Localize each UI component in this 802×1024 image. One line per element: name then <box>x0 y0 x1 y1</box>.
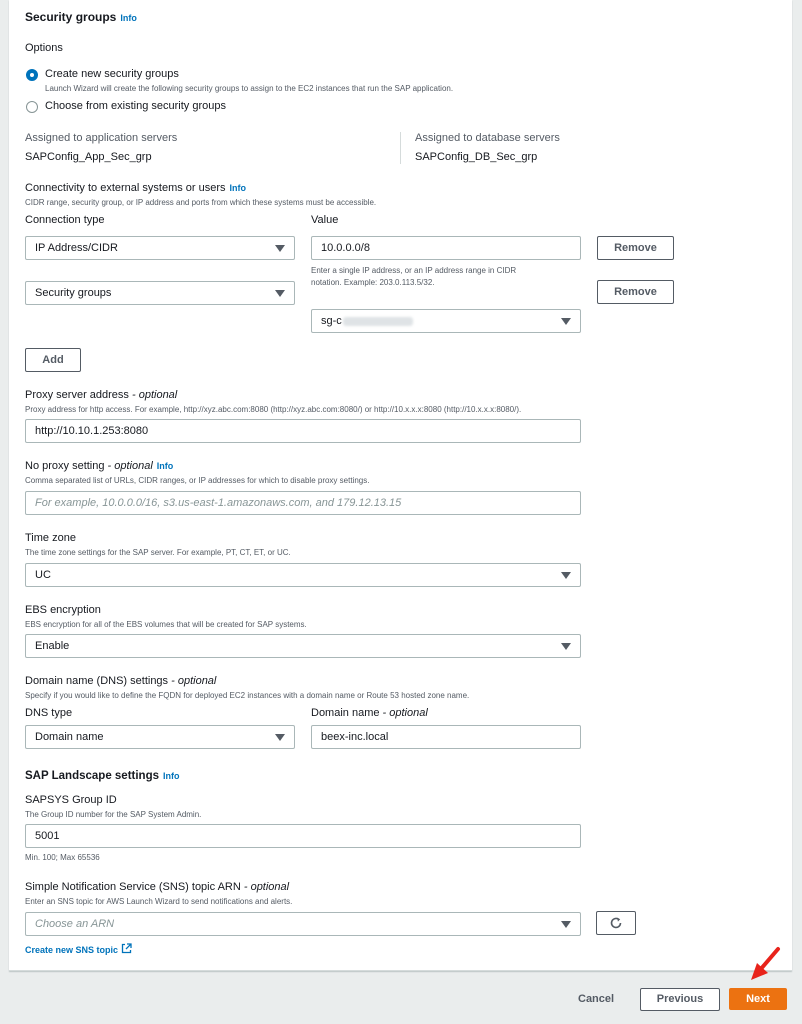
proxy-label-text: Proxy server address <box>25 389 129 401</box>
connectivity-title: Connectivity to external systems or users <box>25 182 226 194</box>
no-proxy-input[interactable]: For example, 10.0.0.0/16, s3.us-east-1.amazonaws.com, and 179.12.13.15 <box>25 491 581 515</box>
domain-name-label <box>311 707 428 719</box>
sapsys-label: SAPSYS Group ID <box>25 794 117 806</box>
security-group-id-select[interactable] <box>311 309 581 333</box>
next-button[interactable]: Next <box>729 988 787 1010</box>
ebs-encryption-value: Enable <box>35 640 70 652</box>
time-zone-label: Time zone <box>25 532 76 544</box>
existing-security-groups-label[interactable]: Choose from existing security groups <box>45 100 226 112</box>
cidr-value-input[interactable]: 10.0.0.0/8 <box>311 236 581 260</box>
proxy-label <box>25 389 177 401</box>
create-sns-topic-link[interactable] <box>25 940 132 958</box>
connection-type-select-2-value: Security groups <box>35 287 112 299</box>
no-proxy-description: Comma separated list of URLs, CIDR ranges, or IP addresses for which to disable proxy settings. <box>25 476 370 485</box>
caret-down-icon <box>561 572 571 579</box>
db-servers-label: Assigned to database servers <box>415 132 560 144</box>
no-proxy-optional-tag: - optional <box>104 460 153 472</box>
redacted-id <box>343 317 413 326</box>
security-groups-info-link[interactable]: Info <box>120 13 137 23</box>
remove-button-2[interactable]: Remove <box>597 280 674 304</box>
cancel-button[interactable]: Cancel <box>578 993 615 1005</box>
connection-type-select-1-value: IP Address/CIDR <box>35 242 118 254</box>
no-proxy-label-text: No proxy setting <box>25 460 105 472</box>
time-zone-value: UC <box>35 569 51 581</box>
sapsys-constraint: Min. 100; Max 65536 <box>25 853 100 862</box>
caret-down-icon <box>275 290 285 297</box>
cidr-hint-line2: notation. Example: 203.0.113.5/32. <box>311 278 435 287</box>
sapsys-group-id-input[interactable]: 5001 <box>25 824 581 848</box>
dns-type-label: DNS type <box>25 707 73 719</box>
value-column-label: Value <box>311 214 339 226</box>
connectivity-info-link[interactable]: Info <box>229 183 247 193</box>
proxy-optional-tag: - optional <box>128 389 178 401</box>
app-servers-value: SAPConfig_App_Sec_grp <box>25 151 152 163</box>
time-zone-description: The time zone settings for the SAP server. For example, PT, CT, ET, or UC. <box>25 548 291 557</box>
refresh-icon <box>609 916 623 930</box>
create-security-groups-description: Launch Wizard will create the following security groups to assign to the EC2 instances that run the SAP application. <box>45 84 454 93</box>
caret-down-icon <box>275 734 285 741</box>
connection-type-select-2[interactable] <box>25 281 295 305</box>
sns-optional-tag: - optional <box>240 881 290 893</box>
remove-button-1[interactable]: Remove <box>597 236 674 260</box>
landscape-heading <box>25 770 180 782</box>
add-connection-button[interactable]: Add <box>25 348 81 372</box>
app-servers-label: Assigned to application servers <box>25 132 178 144</box>
time-zone-select[interactable] <box>25 563 581 587</box>
wizard-form-panel <box>9 0 792 971</box>
connection-type-column-label: Connection type <box>25 214 105 226</box>
domain-name-label-text: Domain name <box>311 707 380 719</box>
dns-type-value: Domain name <box>35 731 104 743</box>
dns-settings-label-text: Domain name (DNS) settings <box>25 675 169 687</box>
previous-button[interactable]: Previous <box>640 988 720 1011</box>
create-security-groups-label[interactable]: Create new security groups <box>45 68 179 80</box>
security-group-id-value: sg-c <box>321 315 342 327</box>
no-proxy-label <box>25 460 173 472</box>
caret-down-icon <box>561 921 571 928</box>
sns-label <box>25 881 289 893</box>
landscape-title: SAP Landscape settings <box>25 770 159 782</box>
no-proxy-info-link[interactable]: Info <box>156 461 174 471</box>
dns-type-select[interactable] <box>25 725 295 749</box>
options-label: Options <box>25 42 63 54</box>
annotation-arrow-icon <box>748 946 782 986</box>
security-groups-heading <box>25 10 137 24</box>
column-divider <box>400 132 401 164</box>
create-sns-topic-link-text[interactable]: Create new SNS topic <box>25 945 119 955</box>
create-security-groups-radio[interactable] <box>26 69 38 81</box>
proxy-address-input[interactable]: http://10.10.1.253:8080 <box>25 419 581 443</box>
external-link-icon <box>121 943 132 954</box>
db-servers-value: SAPConfig_DB_Sec_grp <box>415 151 538 163</box>
sns-description: Enter an SNS topic for AWS Launch Wizard to send notifications and alerts. <box>25 897 293 906</box>
security-groups-title: Security groups <box>25 10 117 24</box>
connection-type-select-1[interactable] <box>25 236 295 260</box>
landscape-info-link[interactable]: Info <box>163 771 180 781</box>
domain-name-input[interactable]: beex-inc.local <box>311 725 581 749</box>
sapsys-description: The Group ID number for the SAP System Admin. <box>25 810 202 819</box>
sns-label-text: Simple Notification Service (SNS) topic ARN <box>25 881 241 893</box>
caret-down-icon <box>561 643 571 650</box>
dns-optional-tag: - optional <box>168 675 217 687</box>
caret-down-icon <box>561 318 571 325</box>
dns-settings-description: Specify if you would like to define the FQDN for deployed EC2 instances with a domain name or Route 53 hosted zone name. <box>25 691 470 700</box>
domain-name-optional-tag: - optional <box>379 707 428 719</box>
connectivity-description: CIDR range, security group, or IP address and ports from which these systems must be accessible. <box>25 198 377 207</box>
ebs-encryption-description: EBS encryption for all of the EBS volumes that will be created for SAP systems. <box>25 620 307 629</box>
dns-settings-label <box>25 675 216 687</box>
existing-security-groups-radio[interactable] <box>26 101 38 113</box>
sns-arn-placeholder: Choose an ARN <box>35 918 115 930</box>
ebs-encryption-label: EBS encryption <box>25 604 101 616</box>
caret-down-icon <box>275 245 285 252</box>
cidr-hint-line1: Enter a single IP address, or an IP address range in CIDR <box>311 266 517 275</box>
connectivity-heading <box>25 182 246 194</box>
ebs-encryption-select[interactable] <box>25 634 581 658</box>
sns-arn-select[interactable] <box>25 912 581 936</box>
proxy-description: Proxy address for http access. For example, http://xyz.abc.com:8080 (http://xyz.abc.com:8080/) or http://10.x.x.x:8080 (http://10.x.x.x:8080/). <box>25 405 522 414</box>
refresh-sns-button[interactable] <box>596 911 636 935</box>
